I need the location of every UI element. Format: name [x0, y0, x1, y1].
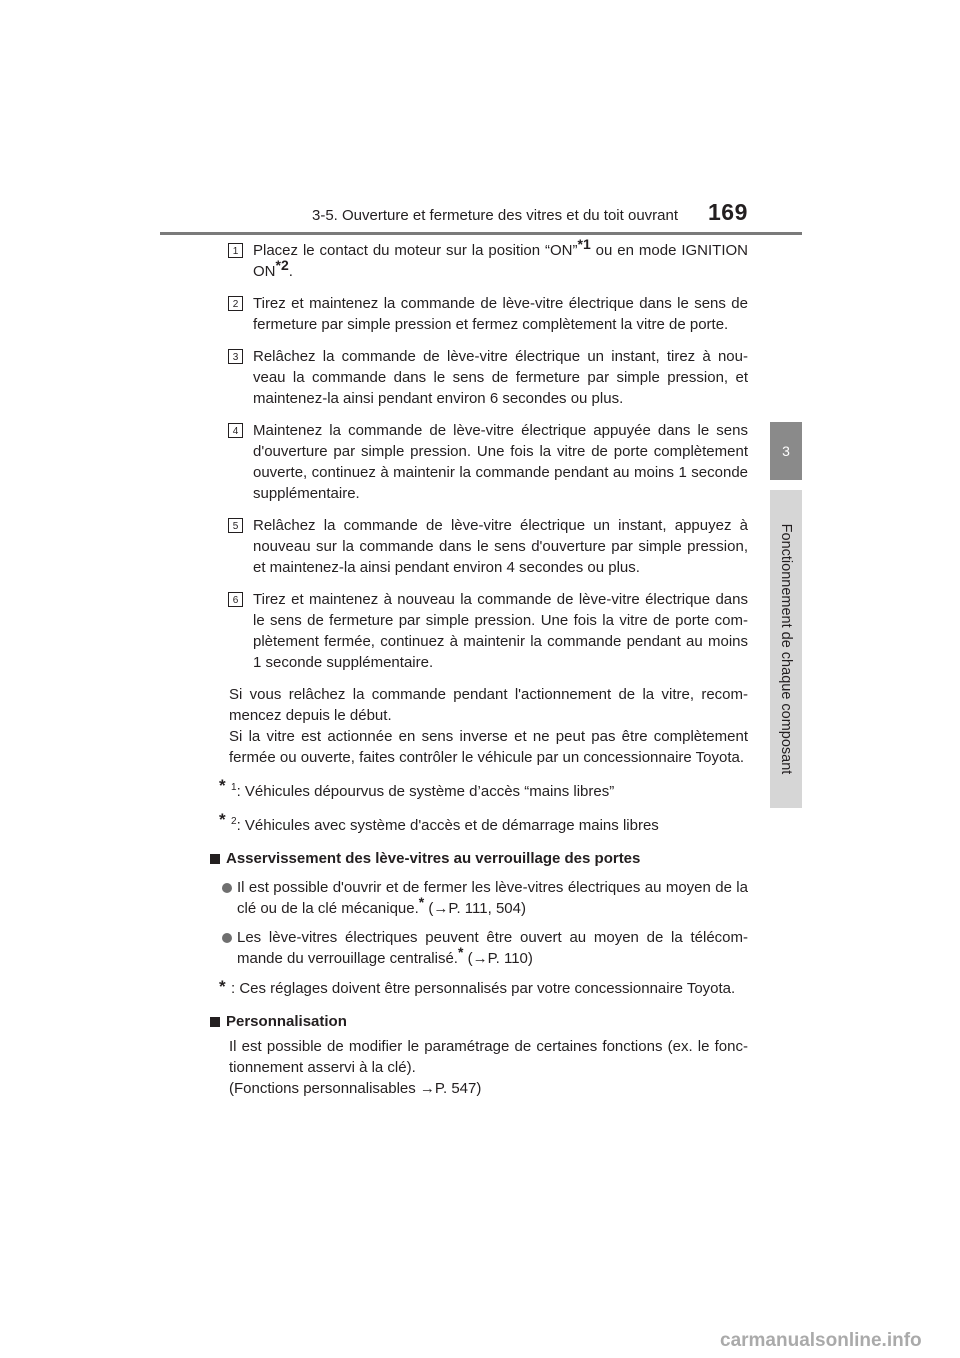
step-text: Placez le contact du moteur sur la position “ON”*1 ou en mode IGNITION ON*2.	[253, 236, 748, 280]
step-1	[196, 236, 748, 282]
footnote-star: *	[219, 977, 226, 996]
step-6	[196, 589, 748, 673]
step-number-box: 1	[228, 243, 243, 258]
step-text: Maintenez la commande de lève-vitre électrique appuyée dans le sens d'ouverture par simple pression. Une fois la vitre de porte complètement ouverte, continuez à maintenir la commande pendant au moins 1 seconde supplémentaire.	[253, 422, 748, 502]
square-bullet-icon	[210, 854, 220, 864]
step-number-box: 5	[228, 518, 243, 533]
dealer-paragraph: Si la vitre est actionnée en sens inverse et ne peut pas être complètement fermée ou ouverte, faites contrôler le véhicule par un concessionnaire Toyota.	[229, 728, 748, 766]
step-5	[196, 515, 748, 578]
personalization-text: Il est possible de modifier le paramétrage de certaines fonctions (ex. le fonc-tionnement asservi à la clé).	[229, 1038, 748, 1076]
bullet-item: Il est possible d'ouvrir et de fermer les lève-vitres électriques au moyen de la clé ou de la clé mécanique.* (→P. 111, 504)	[222, 877, 748, 919]
step-4	[196, 420, 748, 504]
footnote-2: * $^2$: Véhicules avec système d'accès et de démarrage mains libres	[219, 810, 659, 834]
page-number: 169	[708, 199, 748, 225]
section-heading-personalization: Personnalisation	[210, 1011, 748, 1032]
step-text: Tirez et maintenez à nouveau la commande de lève-vitre électrique dans le sens de fermeture par simple pression. Une fois la vitre de porte com-plètement fermée, continuez à maintenir la commande pendant au moins 1 seconde supplémentaire.	[253, 591, 748, 671]
step-number-box: 6	[228, 592, 243, 607]
step-2	[196, 293, 748, 335]
section-tab-number[interactable]: 3	[770, 422, 802, 480]
footnote-star: *	[219, 776, 226, 795]
bullet-item: Les lève-vitres électriques peuvent être ouvert au moyen de la télécom-mande du verrouillage centralisé.* (→P. 110)	[222, 927, 748, 969]
section-footnote: * : Ces réglages doivent être personnalisés par votre concessionnaire Toyota.	[219, 977, 736, 997]
watermark: carmanualsonline.info	[720, 1330, 922, 1351]
step-number-box: 3	[228, 349, 243, 364]
step-text: Tirez et maintenez la commande de lève-vitre électrique dans le sens de fermeture par simple pression et fermez complètement la vitre de porte.	[253, 295, 748, 333]
step-text: Relâchez la commande de lève-vitre électrique un instant, appuyez à nouveau sur la commande dans le sens d'ouverture par simple pression, et maintenez-la ainsi pendant environ 4 secondes ou plus.	[253, 517, 748, 576]
square-bullet-icon	[210, 1017, 220, 1027]
footnote-1: * $^1$: Véhicules dépourvus de système d’accès “mains libres”	[219, 776, 615, 800]
step-number-box: 4	[228, 423, 243, 438]
section-tab-label: Fonctionnement de chaque composant	[778, 523, 794, 775]
header-divider	[160, 232, 802, 235]
personalization-reference: (Fonctions personnalisables →P. 547)	[229, 1080, 482, 1097]
step-3	[196, 346, 748, 409]
restart-paragraph: Si vous relâchez la commande pendant l'actionnement de la vitre, recom-mencez depuis le début.	[229, 686, 748, 724]
footnote-star: *	[219, 810, 226, 829]
step-text: Relâchez la commande de lève-vitre électrique un instant, tirez à nou-veau la commande dans le sens de fermeture par simple pression, et maintenez-la ainsi pendant environ 6 secondes ou plus.	[253, 348, 748, 407]
round-bullet-icon	[222, 883, 232, 893]
page-content	[196, 236, 748, 1099]
section-heading-lock: Asservissement des lève-vitres au verrouillage des portes	[210, 848, 748, 869]
round-bullet-icon	[222, 933, 232, 943]
step-number-box: 2	[228, 296, 243, 311]
chapter-title: 3-5. Ouverture et fermeture des vitres et du toit ouvrant	[312, 207, 679, 224]
